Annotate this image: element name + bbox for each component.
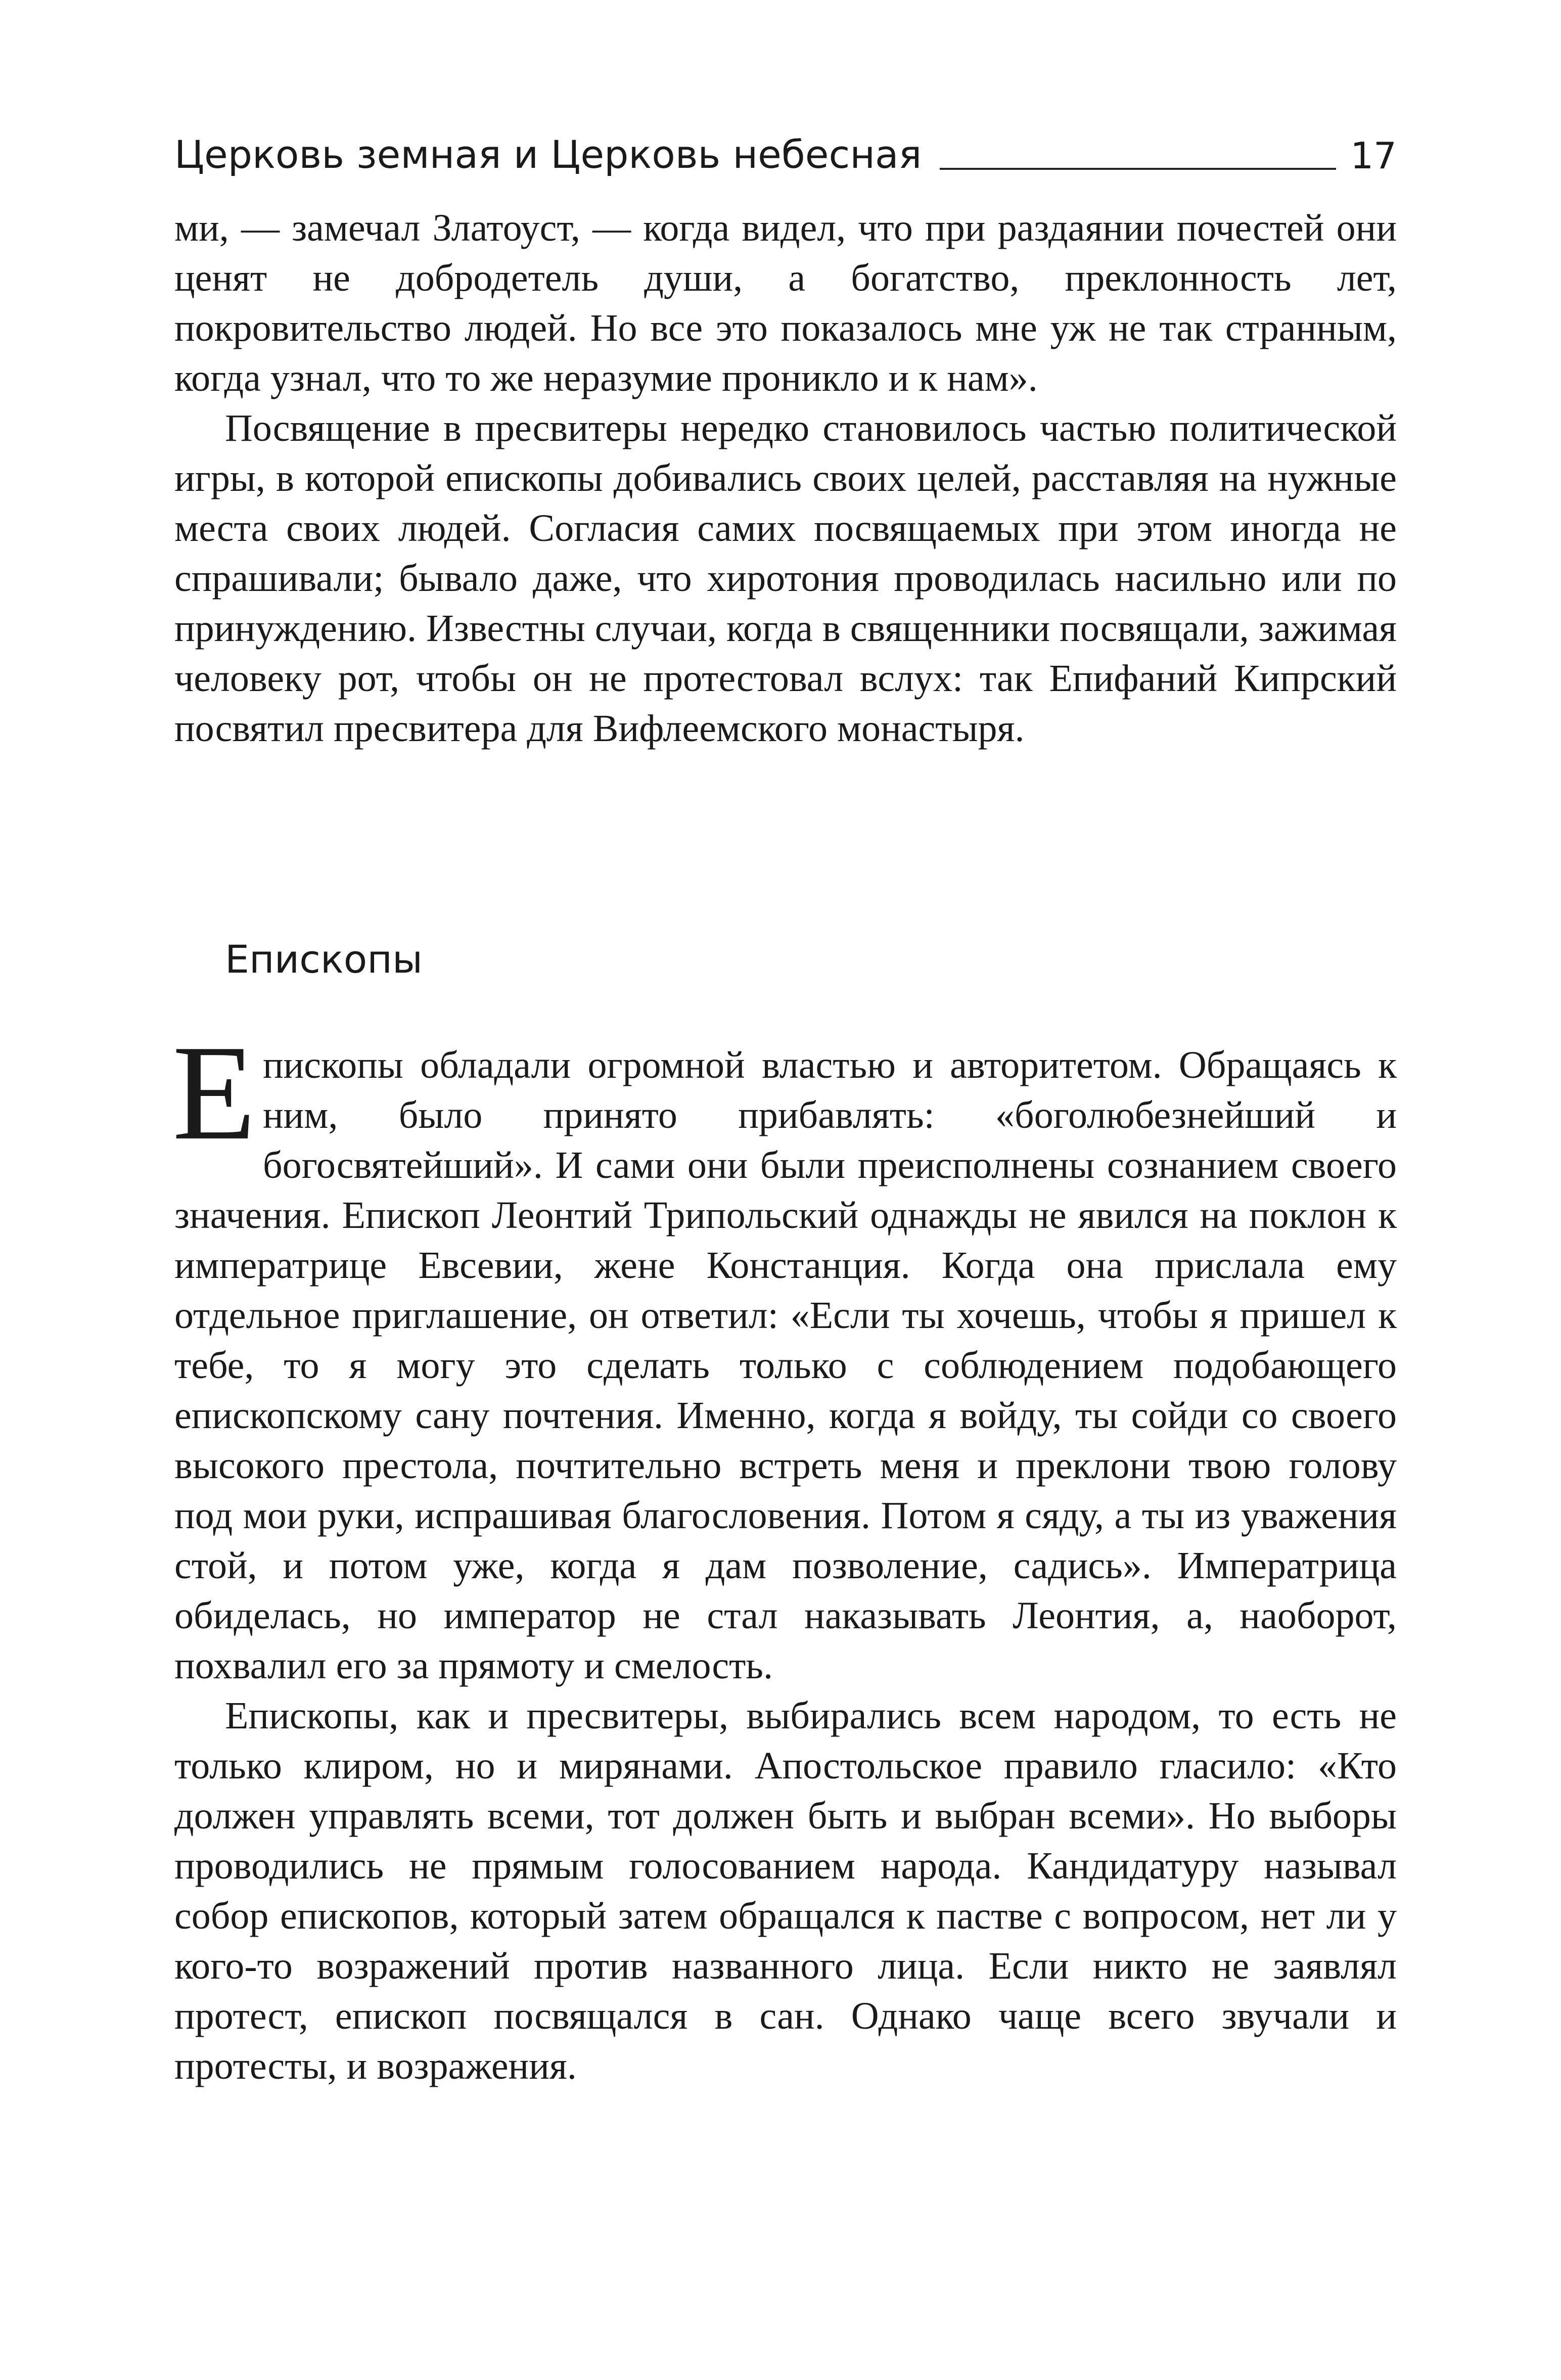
text-block-section [172, 1017, 1397, 2091]
paragraph-text: пископы обладали огромной властью и авторитетом. Обращаясь к ним, было принято прибавлять: «боголюбезнейший и богосвятейший». И сами они были преисполнены сознанием своего значения. Епископ Леонтий Трипольский однажды не явился на поклон к императрице Евсевии, жене Констанция. Когда она прислала ему отдельное приглашение, он ответил: «Если ты хочешь, чтобы я пришел к тебе, то я могу это сделать только с соблюдением подобающего епископскому сану почтения. Именно, когда я войду, ты сойди со своего высокого престола, почтительно встреть меня и преклони твою голову под мои руки, испрашивая благословения. Потом я сяду, а ты из уважения стой, и потом уже, когда я дам позволение, садись». Императрица обиделась, но император не стал наказывать Леонтия, а, наоборот, похвалил его за прямоту и смелость. [174, 1044, 1397, 1687]
text-block-top [174, 203, 1397, 754]
page-number: 17 [1350, 134, 1397, 177]
paragraph-continued: ми, — замечал Златоуст, — когда видел, что при раздаянии почестей они ценят не добродетель души, а богатство, преклонность лет, покровительство людей. Но все это показалось мне уж не так странным, когда узнал, что то же неразумие проникло и к нам». [174, 207, 1397, 399]
book-page [174, 0, 1397, 2380]
paragraph-with-dropcap [172, 1017, 1397, 1691]
running-head-title: Церковь земная и Церковь небесная [174, 132, 922, 177]
running-head-rule [940, 168, 1336, 170]
section-heading: Епископы [225, 937, 423, 982]
paragraph: Посвящение в пресвитеры нередко становилось частью политической игры, в которой епископы добивались своих целей, расставляя на нужные места своих людей. Согласия самих посвящаемых при этом иногда не спрашивали; бывало даже, что хиротония проводилась насильно или по принуждению. Известны случаи, когда в священники посвящали, зажимая человеку рот, чтобы он не протестовал вслух: так Епифаний Кипрский посвятил пресвитера для Вифлеемского монастыря. [174, 407, 1397, 750]
running-head [174, 121, 1397, 177]
drop-cap: Е [172, 1017, 256, 1168]
paragraph: Епископы, как и пресвитеры, выбирались всем народом, то есть не только клиром, но и мирянами. Апостольское правило гласило: «Кто должен управлять всеми, тот должен быть и выбран всеми». Но выборы проводились не прямым голосованием народа. Кандидатуру называл собор епископов, который затем обращался к пастве с вопросом, нет ли у кого-то возражений против названного лица. Если никто не заявлял протест, епископ посвящался в сан. Однако чаще всего звучали и протесты, и возражения. [174, 1695, 1397, 2087]
